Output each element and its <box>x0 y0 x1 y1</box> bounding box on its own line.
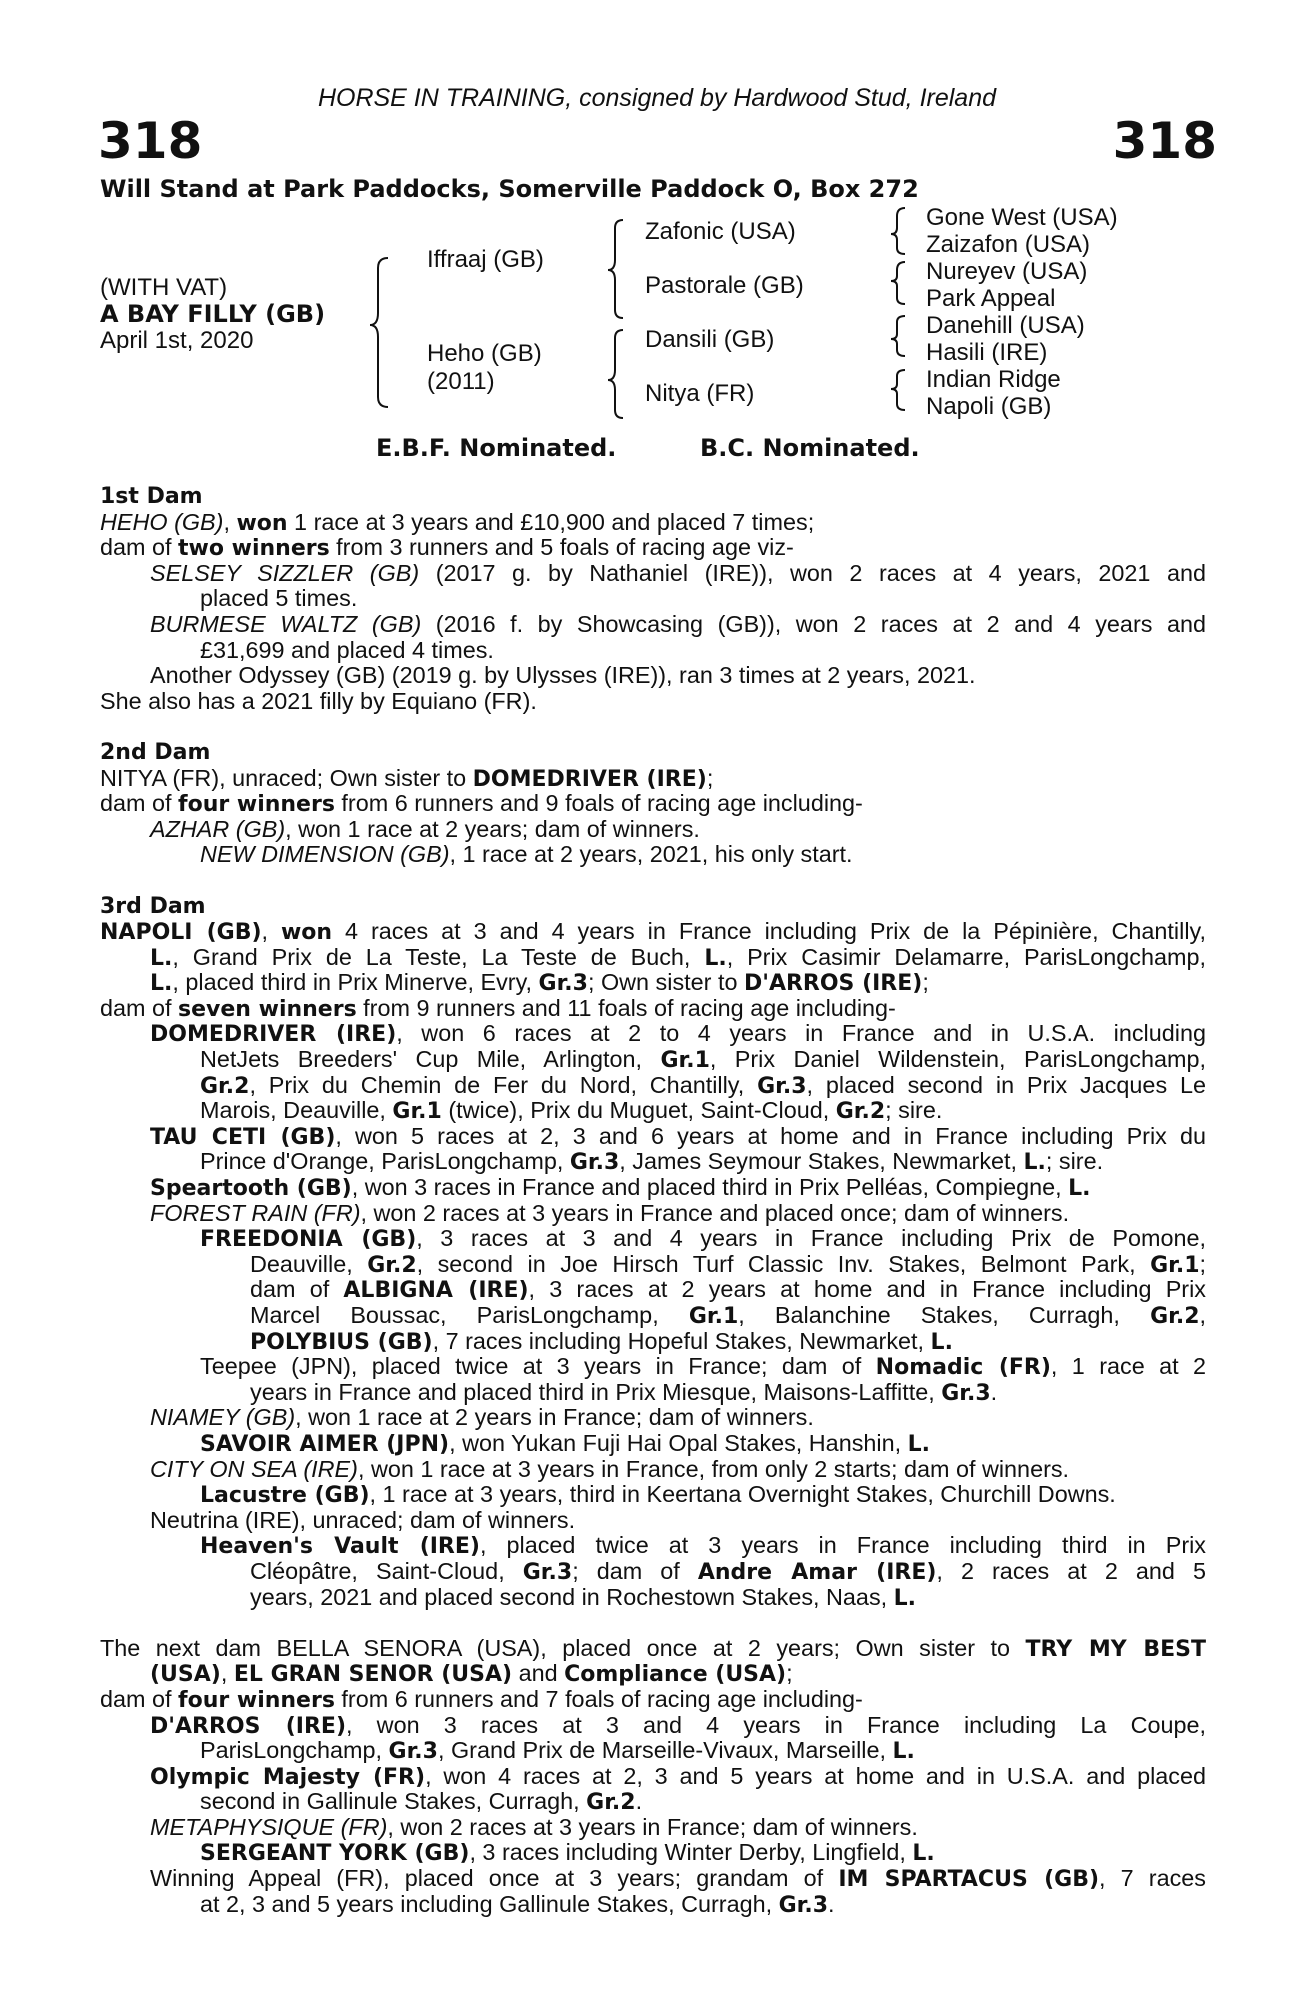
text-line: SAVOIR AIMER (JPN), won Yukan Fuji Hai Opal Stakes, Hanshin, L. <box>200 1429 930 1457</box>
ancestor-2: Zaizafon (USA) <box>926 231 1091 258</box>
text-line: NetJets Breeders' Cup Mile, Arlington, Gr.1, Prix Daniel Wildenstein, ParisLongchamp, <box>200 1047 1206 1073</box>
text-line: dam of two winners from 3 runners and 5 foals of racing age viz- <box>100 534 794 562</box>
text-line: Deauville, Gr.2, second in Joe Hirsch Turf Classic Inv. Stakes, Belmont Park, Gr.1; <box>250 1251 1206 1278</box>
text-line: DOMEDRIVER (IRE), won 6 races at 2 to 4 years in France and in U.S.A. including <box>150 1021 1206 1048</box>
text-line: placed 5 times. <box>200 585 358 612</box>
text-line: Cléopâtre, Saint-Cloud, Gr.3; dam of Andre Amar (IRE), 2 races at 2 and 5 <box>250 1558 1206 1585</box>
text-line: BURMESE WALTZ (GB) (2016 f. by Showcasing (GB)), won 2 races at 2 and 4 years and <box>150 611 1206 637</box>
sire: Iffraaj (GB) <box>427 246 544 273</box>
text-line: dam of four winners from 6 runners and 9 foals of racing age including- <box>100 790 863 818</box>
text-line: CITY ON SEA (IRE), won 1 race at 3 years in France, from only 2 starts; dam of winners. <box>150 1455 1070 1482</box>
text-line: D'ARROS (IRE), won 3 races at 3 and 4 years in France including La Coupe, <box>150 1712 1206 1739</box>
text-line: SELSEY SIZZLER (GB) (2017 g. by Nathaniel (IRE)), won 2 races at 4 years, 2021 and <box>150 560 1206 586</box>
text-line: Olympic Majesty (FR), won 4 races at 2, 3 and 5 years at home and in U.S.A. and placed <box>150 1763 1206 1790</box>
text-line: HEHO (GB), won 1 race at 3 years and £10,900 and placed 7 times; <box>100 508 815 536</box>
ebf-nomination: E.B.F. Nominated. <box>376 434 617 462</box>
text-line: Marcel Boussac, ParisLongchamp, Gr.1, Balanchine Stakes, Curragh, Gr.2, <box>250 1303 1206 1329</box>
text-line: ParisLongchamp, Gr.3, Grand Prix de Marseille-Vivaux, Marseille, L. <box>200 1737 915 1765</box>
text-line: dam of four winners from 6 runners and 7 foals of racing age including- <box>100 1685 863 1713</box>
text-line: FREEDONIA (GB), 3 races at 3 and 4 years in France including Prix de Pomone, <box>200 1226 1206 1252</box>
ancestor-1: Gone West (USA) <box>926 204 1118 231</box>
text-line: £31,699 and placed 4 times. <box>200 636 494 663</box>
text-line: years, 2021 and placed second in Rochestown Stakes, Naas, L. <box>250 1583 917 1611</box>
text-line: (USA), EL GRAN SENOR (USA) and Compliance (USA); <box>150 1660 793 1688</box>
sire-sire: Zafonic (USA) <box>645 218 796 245</box>
stand-location: Will Stand at Park Paddocks, Somerville Paddock O, Box 272 <box>100 175 919 203</box>
text-line: NAPOLI (GB), won 4 races at 3 and 4 years in France including Prix de la Pépinière, Chantilly, <box>100 919 1206 945</box>
text-line: NIAMEY (GB), won 1 race at 2 years in France; dam of winners. <box>150 1404 814 1431</box>
bc-nomination: B.C. Nominated. <box>700 434 920 462</box>
ancestor-3: Nureyev (USA) <box>926 258 1088 285</box>
catalogue-body <box>100 484 1206 1917</box>
text-line: at 2, 3 and 5 years including Gallinule Stakes, Curragh, Gr.3. <box>200 1890 835 1918</box>
text-line: The next dam BELLA SENORA (USA), placed once at 2 years; Own sister to TRY MY BEST <box>100 1635 1206 1662</box>
text-line: years in France and placed third in Prix Miesque, Maisons-Laffitte, Gr.3. <box>250 1378 998 1406</box>
text-line: Heaven's Vault (IRE), placed twice at 3 years in France including third in Prix <box>200 1533 1206 1559</box>
text-line: Teepee (JPN), placed twice at 3 years in France; dam of Nomadic (FR), 1 race at 2 <box>200 1354 1206 1380</box>
text-line: dam of ALBIGNA (IRE), 3 races at 2 years at home and in France including Prix <box>250 1277 1206 1303</box>
text-line: Prince d'Orange, ParisLongchamp, Gr.3, James Seymour Stakes, Newmarket, L.; sire. <box>200 1148 1104 1176</box>
text-line: Speartooth (GB), won 3 races in France and placed third in Prix Pelléas, Compiegne, L. <box>150 1174 1091 1202</box>
dam-year: (2011) <box>427 368 495 395</box>
dam: Heho (GB) <box>427 340 542 367</box>
text-line: METAPHYSIQUE (FR), won 2 races at 3 years in France; dam of winners. <box>150 1813 918 1840</box>
text-line: Neutrina (IRE), unraced; dam of winners. <box>150 1506 576 1533</box>
text-line: L., placed third in Prix Minerve, Evry, Gr.3; Own sister to D'ARROS (IRE); <box>150 969 929 997</box>
section-third-dam: 3rd Dam <box>100 893 206 919</box>
lot-number-left: 318 <box>98 112 203 170</box>
text-line: dam of seven winners from 9 runners and 11 foals of racing age including- <box>100 994 896 1022</box>
text-line: Marois, Deauville, Gr.1 (twice), Prix du Muguet, Saint-Cloud, Gr.2; sire. <box>200 1097 943 1125</box>
text-line: Lacustre (GB), 1 race at 3 years, third in Keertana Overnight Stakes, Churchill Downs. <box>200 1481 1116 1509</box>
text-line: FOREST RAIN (FR), won 2 races at 3 years in France and placed once; dam of winners. <box>150 1199 1070 1226</box>
sire-dam: Pastorale (GB) <box>645 272 804 299</box>
vat-note: (WITH VAT) <box>100 274 228 301</box>
section-first-dam: 1st Dam <box>100 484 203 509</box>
text-line: Winning Appeal (FR), placed once at 3 years; grandam of IM SPARTACUS (GB), 7 races <box>150 1866 1206 1892</box>
horse-description: A BAY FILLY (GB) <box>100 300 326 328</box>
text-line: POLYBIUS (GB), 7 races including Hopeful Stakes, Newmarket, L. <box>250 1327 953 1355</box>
lot-number-right: 318 <box>1112 112 1217 170</box>
text-line: AZHAR (GB), won 1 race at 2 years; dam of winners. <box>150 815 700 842</box>
text-line: L., Grand Prix de La Teste, La Teste de Buch, L., Prix Casimir Delamarre, ParisLongchamp, <box>150 944 1206 971</box>
text-line: Another Odyssey (GB) (2019 g. by Ulysses (IRE)), ran 3 times at 2 years, 2021. <box>150 662 976 689</box>
dam-dam: Nitya (FR) <box>645 380 755 407</box>
text-line: NITYA (FR), unraced; Own sister to DOMEDRIVER (IRE); <box>100 764 714 792</box>
ancestor-4: Park Appeal <box>926 285 1056 312</box>
ancestor-7: Indian Ridge <box>926 366 1061 393</box>
foaling-date: April 1st, 2020 <box>100 327 254 354</box>
text-line: NEW DIMENSION (GB), 1 race at 2 years, 2021, his only start. <box>200 841 853 868</box>
text-line: She also has a 2021 filly by Equiano (FR). <box>100 687 537 714</box>
section-second-dam: 2nd Dam <box>100 739 211 765</box>
ancestor-8: Napoli (GB) <box>926 393 1052 420</box>
text-line: SERGEANT YORK (GB), 3 races including Winter Derby, Lingfield, L. <box>200 1839 935 1867</box>
text-line: second in Gallinule Stakes, Curragh, Gr.2. <box>200 1788 643 1816</box>
ancestor-6: Hasili (IRE) <box>926 339 1048 366</box>
text-line: Gr.2, Prix du Chemin de Fer du Nord, Chantilly, Gr.3, placed second in Prix Jacques Le <box>200 1072 1206 1099</box>
dam-sire: Dansili (GB) <box>645 326 775 353</box>
consignment-header: HORSE IN TRAINING, consigned by Hardwood Stud, Ireland <box>317 84 997 112</box>
ancestor-5: Danehill (USA) <box>926 312 1085 339</box>
text-line: TAU CETI (GB), won 5 races at 2, 3 and 6 years at home and in France including Prix du <box>150 1123 1206 1150</box>
